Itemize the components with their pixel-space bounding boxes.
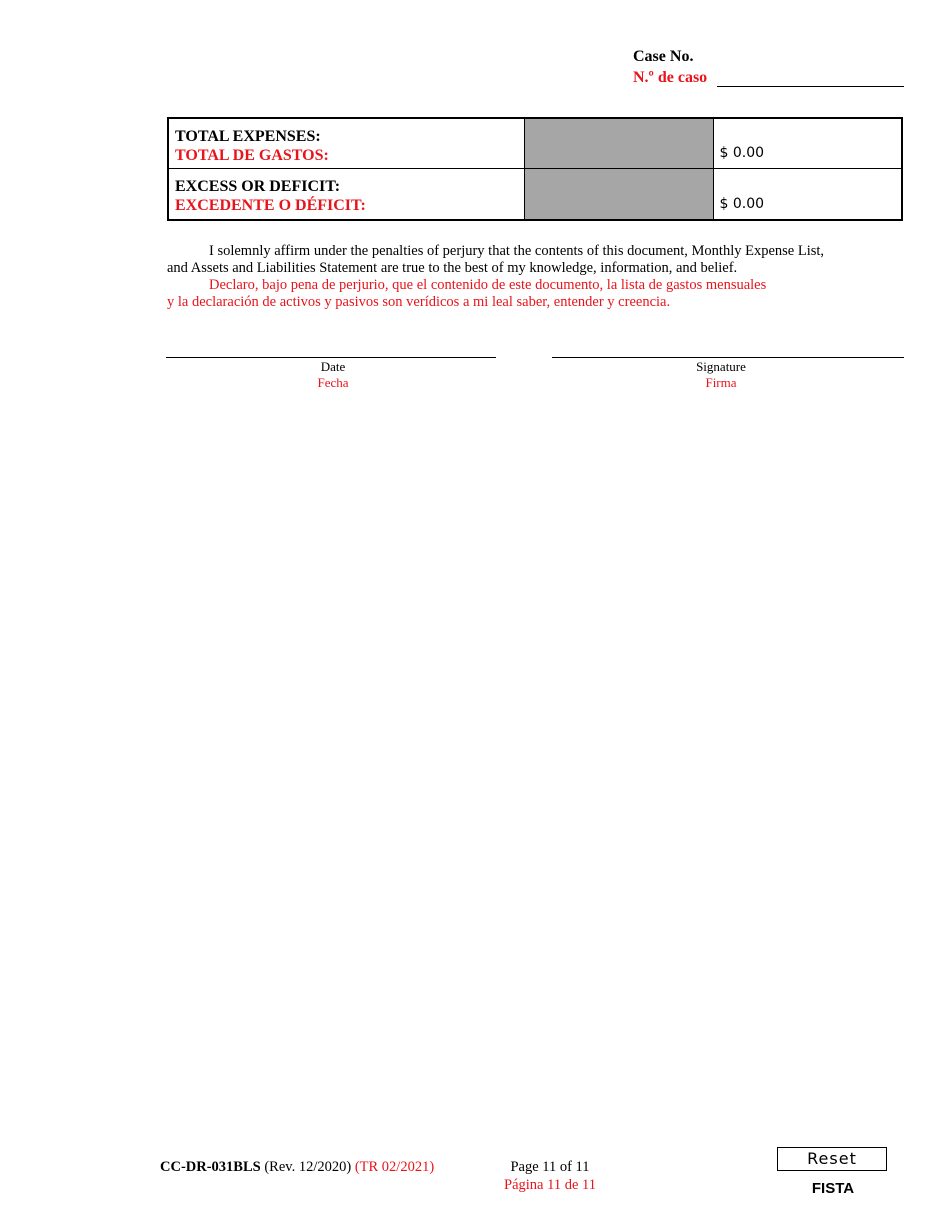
affirmation-en-line1: I solemnly affirm under the penalties of perjury that the contents of this document, Monthly Expense List, [209,243,825,259]
page-number [490,1158,610,1194]
reset-button[interactable]: Reset [777,1147,887,1171]
signature-field[interactable] [552,357,904,358]
table-row-excess-deficit [168,169,902,221]
case-number-label: Case No. [633,48,694,65]
excess-deficit-label-cell [168,169,524,221]
date-caption-en: Date [320,359,346,374]
excess-deficit-label: EXCESS OR DEFICIT: [175,178,341,195]
total-expenses-label-cell [168,118,524,169]
table-row-total-expenses [168,118,902,169]
case-number-field[interactable] [717,86,904,87]
signature-caption-es: Firma [705,375,737,390]
shaded-cell [524,118,713,169]
total-expenses-label-es: TOTAL DE GASTOS: [175,147,329,164]
fista-label: FISTA [811,1180,855,1197]
date-field[interactable] [166,357,496,358]
excess-deficit-label-es: EXCEDENTE O DÉFICIT: [175,197,366,214]
total-expenses-amount[interactable]: $ 0.00 [719,145,765,161]
page-number-es: Página 11 de 11 [504,1177,596,1193]
affirmation-en-line2: and Assets and Liabilities Statement are true to the best of my knowledge, information, and belief. [167,260,738,276]
form-identifier [160,1159,434,1176]
form-revision: (Rev. 12/2020) [264,1159,352,1175]
excess-deficit-amount-cell[interactable] [713,169,902,221]
total-expenses-label: TOTAL EXPENSES: [175,128,321,145]
excess-deficit-amount[interactable]: $ 0.00 [719,196,765,212]
form-translation: (TR 02/2021) [354,1159,435,1175]
affirmation-es-line2: y la declaración de activos y pasivos son verídicos a mi leal saber, entender y creencia. [167,294,671,310]
shaded-cell [524,169,713,221]
affirmation-statement [167,243,907,311]
date-caption-es: Fecha [317,375,349,390]
signature-caption-en: Signature [696,359,746,374]
affirmation-es-line1: Declaro, bajo pena de perjurio, que el contenido de este documento, la lista de gastos mensuales [209,277,767,293]
date-caption [166,359,500,391]
total-expenses-amount-cell[interactable] [713,118,902,169]
page-number-en: Page 11 of 11 [510,1159,590,1175]
form-code: CC-DR-031BLS [160,1159,261,1175]
case-number-label-es: N.º de caso [633,69,708,86]
signature-caption [552,359,890,391]
totals-table [167,117,903,221]
